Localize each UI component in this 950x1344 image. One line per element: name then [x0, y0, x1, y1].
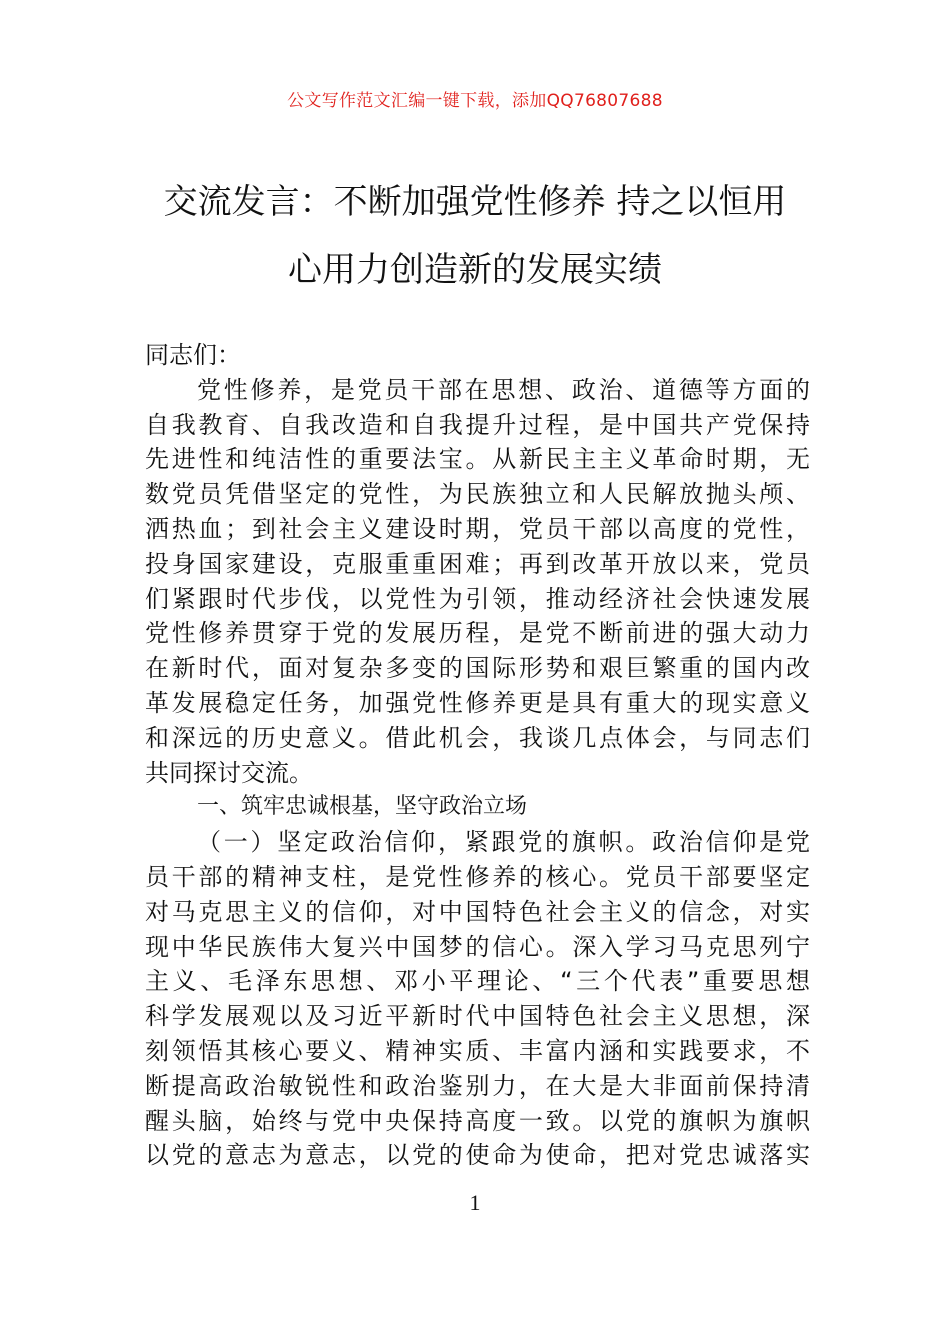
paragraph-line: 主义、毛泽东思想、邓小平理论、“三个代表”重要思想 — [145, 967, 810, 996]
paragraph-line: 先进性和纯洁性的重要法宝。从新民主主义革命时期，无 — [145, 445, 810, 474]
paragraph-line: 自我教育、自我改造和自我提升过程，是中国共产党保持 — [145, 410, 810, 439]
page-number: 1 — [469, 1190, 481, 1215]
paragraph-line: 断提高政治敏锐性和政治鉴别力，在大是大非面前保持清 — [145, 1071, 810, 1100]
paragraph-line: 现中华民族伟大复兴中国梦的信心。深入学习马克思列宁 — [145, 932, 810, 961]
paragraph-line: 员干部的精神支柱，是党性修养的核心。党员干部要坚定 — [145, 862, 810, 891]
paragraph-line: 刻领悟其核心要义、精神实质、丰富内涵和实践要求，不 — [145, 1036, 810, 1065]
paragraph-line: 和深远的历史意义。借此机会，我谈几点体会，与同志们 — [145, 723, 810, 752]
paragraph-line: 党性修养，是党员干部在思想、政治、道德等方面的 — [197, 375, 810, 404]
title-line: 交流发言：不断加强党性修养 持之以恒用 — [163, 182, 787, 222]
paragraph-line: 科学发展观以及习近平新时代中国特色社会主义思想，深 — [145, 1002, 810, 1031]
document-title — [0, 168, 950, 304]
paragraph-line: 在新时代，面对复杂多变的国际形势和艰巨繁重的国内改 — [145, 654, 810, 683]
greeting: 同志们： — [145, 341, 241, 369]
paragraph-line: 以党的意志为意志，以党的使命为使命，把对党忠诚落实 — [145, 1141, 810, 1170]
paragraph-line: 数党员凭借坚定的党性，为民族独立和人民解放抛头颅、 — [145, 480, 810, 509]
paragraph-line: 投身国家建设，克服重重困难；再到改革开放以来，党员 — [145, 549, 810, 578]
paragraph-line: 共同探讨交流。 — [145, 758, 313, 787]
document-body — [145, 338, 810, 1173]
paragraph-line: （一）坚定政治信仰，紧跟党的旗帜。政治信仰是党 — [197, 828, 810, 857]
paragraph-line: 洒热血；到社会主义建设时期，党员干部以高度的党性， — [145, 514, 810, 543]
paragraph-line: 革发展稳定任务，加强党性修养更是具有重大的现实意义 — [145, 688, 810, 717]
paragraph-line: 党性修养贯穿于党的发展历程，是党不断前进的强大动力 — [145, 619, 810, 648]
section-heading: 一、筑牢忠诚根基，坚守政治立场 — [197, 794, 528, 820]
download-banner: 公文写作范文汇编一键下载，添加QQ76807688 — [287, 91, 663, 111]
paragraph-line: 醒头脑，始终与党中央保持高度一致。以党的旗帜为旗帜 — [145, 1106, 810, 1135]
paragraph-line: 对马克思主义的信仰，对中国特色社会主义的信念，对实 — [145, 897, 810, 926]
title-line: 心用力创造新的发展实绩 — [288, 250, 662, 290]
paragraph-line: 们紧跟时代步伐，以党性为引领，推动经济社会快速发展 — [145, 584, 810, 613]
